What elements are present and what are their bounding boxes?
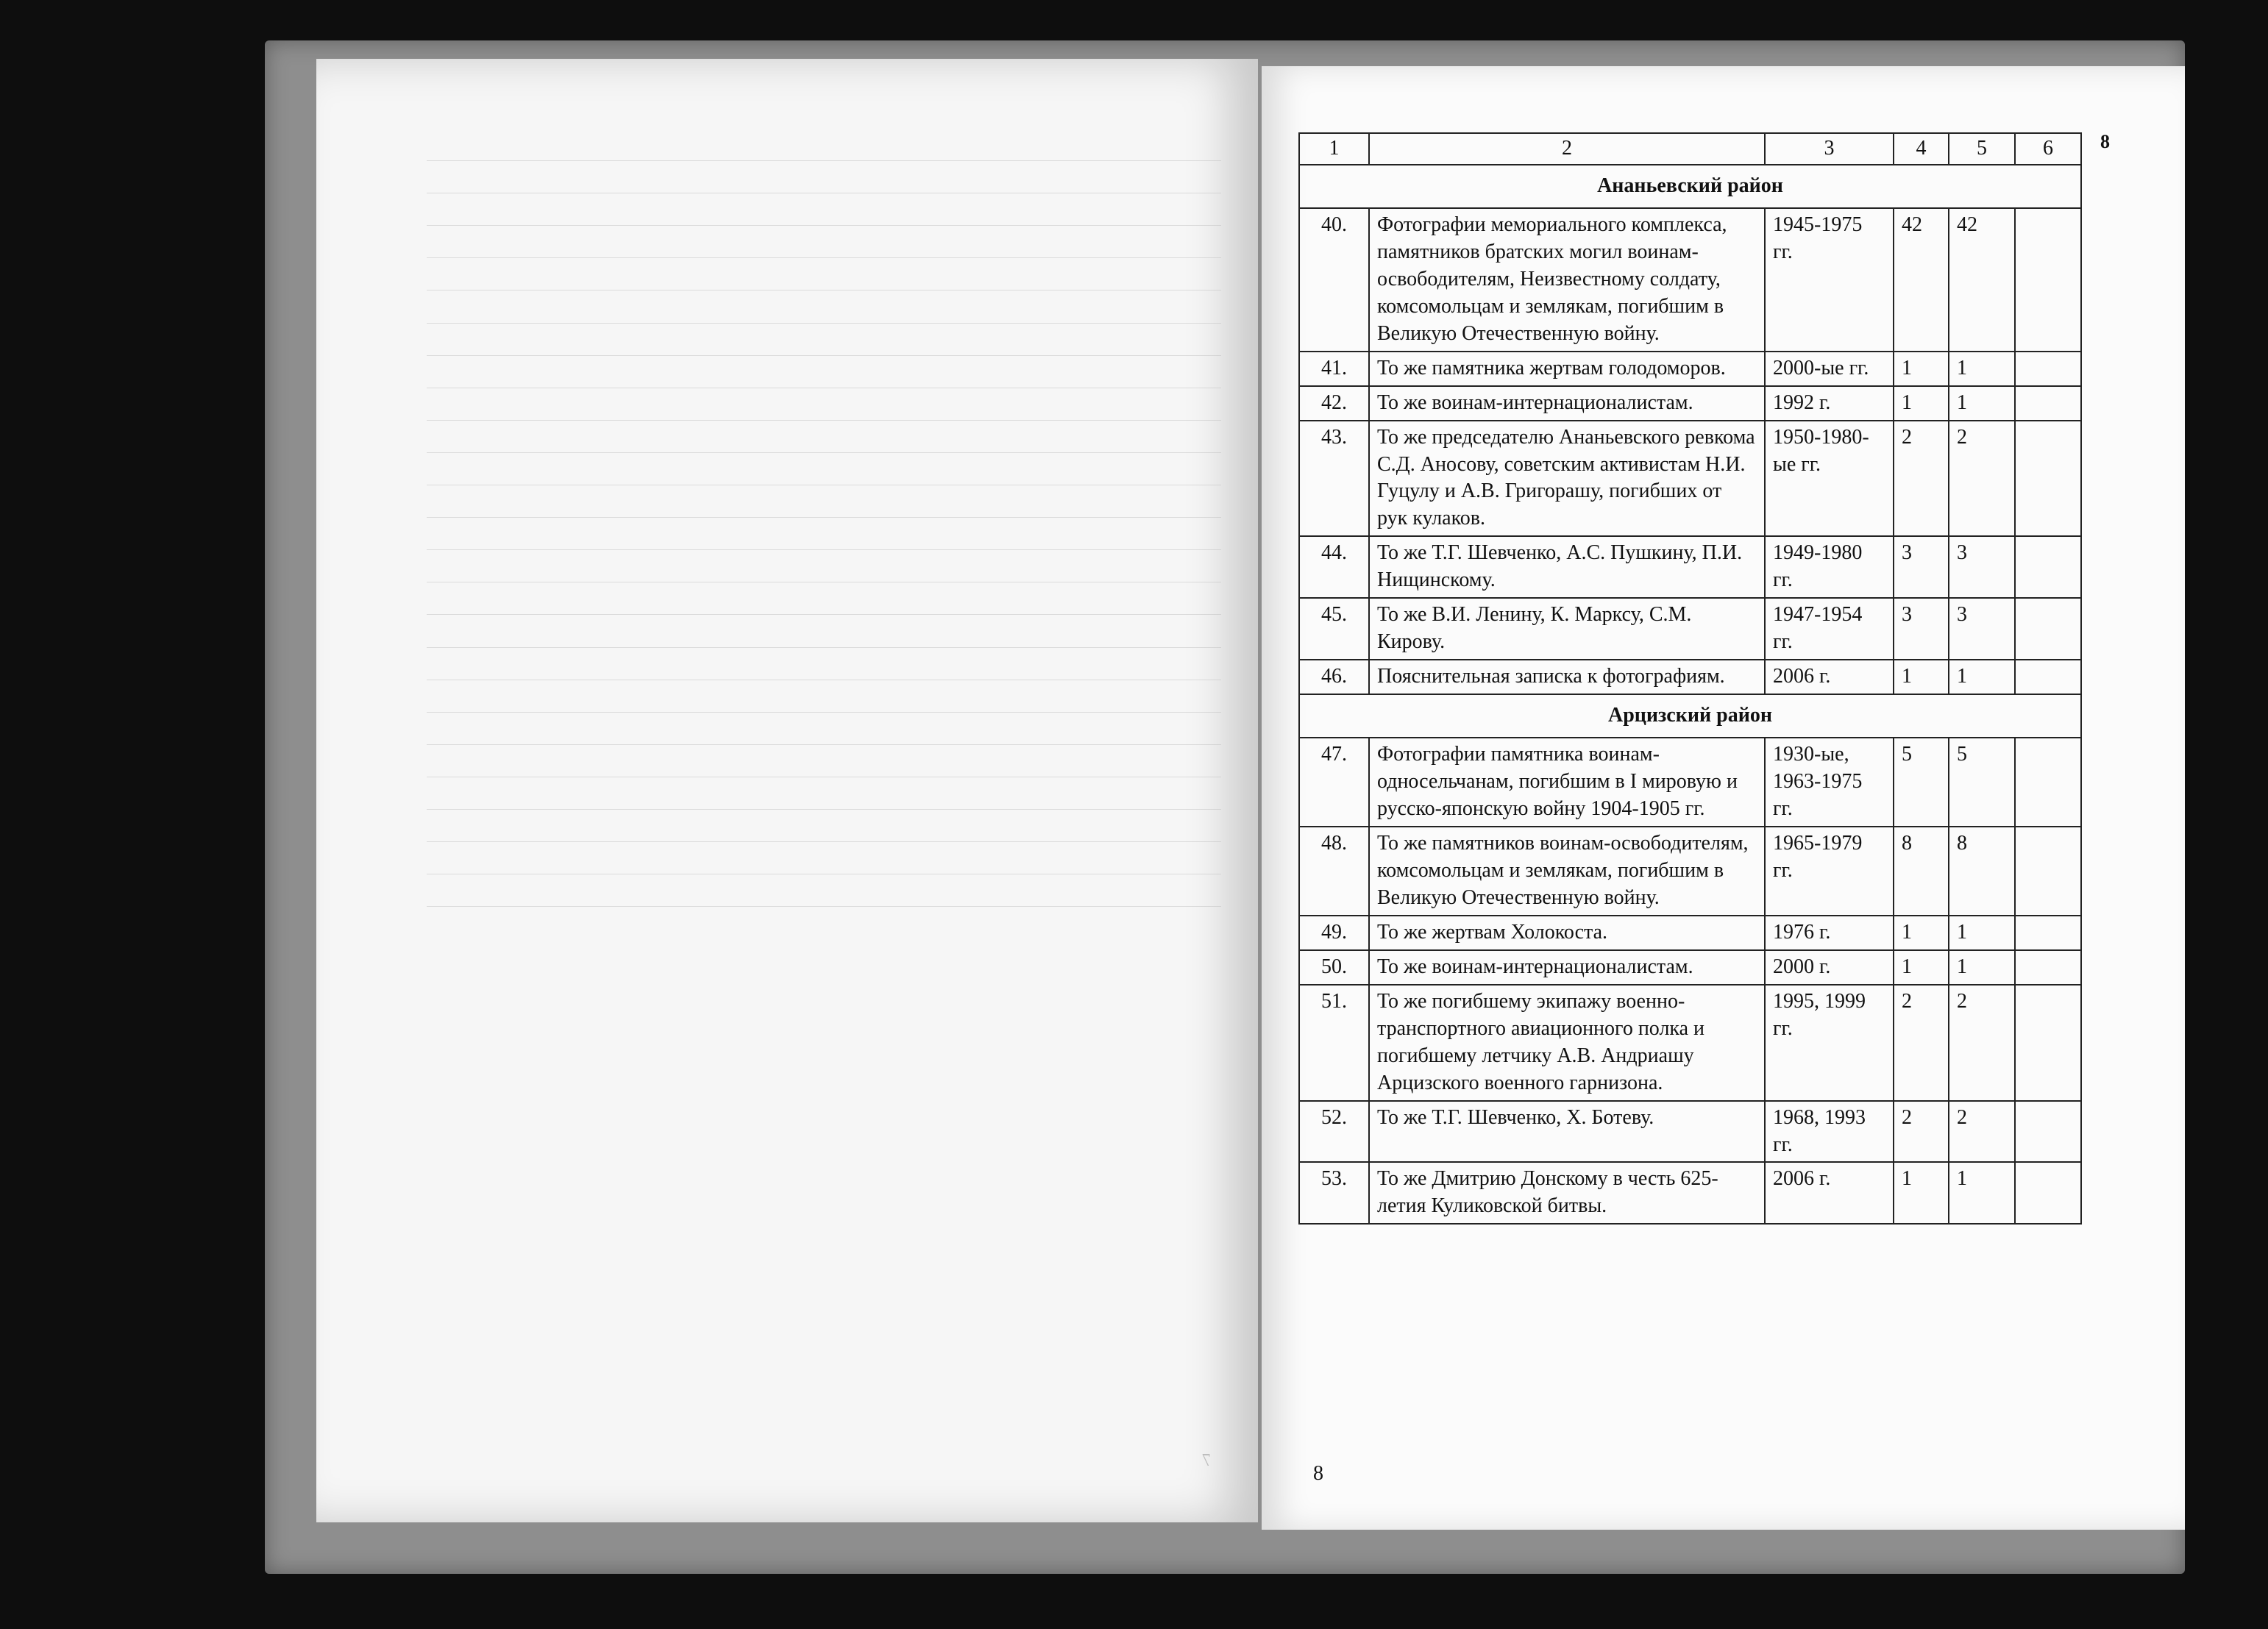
item-notes — [2015, 1162, 2081, 1224]
page-number-bottom: 8 — [1313, 1462, 1323, 1485]
header-cell: 6 — [2015, 133, 2081, 165]
item-description: То же памятника жертвам голодоморов. — [1369, 352, 1765, 386]
item-number: 45. — [1299, 598, 1369, 660]
item-count-total: 8 — [1949, 827, 2015, 916]
item-dates: 1949-1980 гг. — [1765, 536, 1894, 598]
item-number: 48. — [1299, 827, 1369, 916]
item-dates: 1945-1975 гг. — [1765, 208, 1894, 352]
item-number: 42. — [1299, 386, 1369, 421]
item-dates: 2000-ые гг. — [1765, 352, 1894, 386]
item-notes — [2015, 421, 2081, 537]
item-count-total: 1 — [1949, 386, 2015, 421]
table-row — [1299, 950, 2081, 985]
item-notes — [2015, 208, 2081, 352]
item-dates: 1968, 1993 гг. — [1765, 1101, 1894, 1163]
header-cell: 4 — [1894, 133, 1949, 165]
item-number: 50. — [1299, 950, 1369, 985]
item-number: 44. — [1299, 536, 1369, 598]
item-dates: 2006 г. — [1765, 1162, 1894, 1224]
section-row — [1299, 165, 2081, 208]
item-notes — [2015, 950, 2081, 985]
table-body — [1299, 165, 2081, 1224]
section-row — [1299, 694, 2081, 738]
item-notes — [2015, 386, 2081, 421]
header-cell: 3 — [1765, 133, 1894, 165]
item-count: 8 — [1894, 827, 1949, 916]
item-number: 46. — [1299, 660, 1369, 694]
item-notes — [2015, 916, 2081, 950]
item-count: 5 — [1894, 738, 1949, 827]
item-count-total: 1 — [1949, 950, 2015, 985]
table-row — [1299, 352, 2081, 386]
item-number: 52. — [1299, 1101, 1369, 1163]
item-description: То же жертвам Холокоста. — [1369, 916, 1765, 950]
item-count: 2 — [1894, 1101, 1949, 1163]
item-count: 1 — [1894, 916, 1949, 950]
inventory-table — [1298, 132, 2082, 1225]
item-dates: 1976 г. — [1765, 916, 1894, 950]
item-count-total: 42 — [1949, 208, 2015, 352]
page-number-top: 8 — [2100, 131, 2110, 152]
item-number: 40. — [1299, 208, 1369, 352]
item-description: То же Дмитрию Донскому в честь 625-летия Куликовской битвы. — [1369, 1162, 1765, 1224]
item-dates: 1995, 1999 гг. — [1765, 985, 1894, 1101]
item-count: 1 — [1894, 950, 1949, 985]
item-count-total: 3 — [1949, 598, 2015, 660]
item-count-total: 2 — [1949, 1101, 2015, 1163]
table-row — [1299, 386, 2081, 421]
item-notes — [2015, 985, 2081, 1101]
right-page — [1262, 66, 2185, 1530]
item-dates: 1992 г. — [1765, 386, 1894, 421]
header-cell: 2 — [1369, 133, 1765, 165]
table-header-row — [1299, 133, 2081, 165]
item-dates: 2006 г. — [1765, 660, 1894, 694]
item-count-total: 3 — [1949, 536, 2015, 598]
item-notes — [2015, 352, 2081, 386]
table-row — [1299, 421, 2081, 537]
item-count-total: 1 — [1949, 916, 2015, 950]
header-cell: 1 — [1299, 133, 1369, 165]
item-count-total: 1 — [1949, 1162, 2015, 1224]
table-row — [1299, 660, 2081, 694]
item-count: 42 — [1894, 208, 1949, 352]
item-notes — [2015, 660, 2081, 694]
item-dates: 1930-ые, 1963-1975 гг. — [1765, 738, 1894, 827]
item-count: 2 — [1894, 985, 1949, 1101]
item-count: 1 — [1894, 386, 1949, 421]
item-dates: 2000 г. — [1765, 950, 1894, 985]
item-count: 2 — [1894, 421, 1949, 537]
header-cell: 5 — [1949, 133, 2015, 165]
show-through-text — [427, 129, 1221, 907]
item-count: 1 — [1894, 352, 1949, 386]
item-dates: 1950-1980-ые гг. — [1765, 421, 1894, 537]
item-count-total: 2 — [1949, 985, 2015, 1101]
item-description: То же воинам-интернационалистам. — [1369, 386, 1765, 421]
item-dates: 1965-1979 гг. — [1765, 827, 1894, 916]
section-title: Ананьевский район — [1299, 165, 2081, 208]
item-number: 47. — [1299, 738, 1369, 827]
item-description: То же воинам-интернационалистам. — [1369, 950, 1765, 985]
item-count-total: 1 — [1949, 660, 2015, 694]
item-notes — [2015, 827, 2081, 916]
left-page-number: 7 — [1202, 1451, 1211, 1470]
item-description: То же В.И. Ленину, К. Марксу, С.М. Кирову. — [1369, 598, 1765, 660]
item-description: То же Т.Г. Шевченко, Х. Ботеву. — [1369, 1101, 1765, 1163]
table-row — [1299, 598, 2081, 660]
table-row — [1299, 1101, 2081, 1163]
item-description: Фотографии мемориального комплекса, памятников братских могил воинам-освободителям, Неизвестному солдату, комсомольцам и землякам, погибшим в Великую Отечественную войну. — [1369, 208, 1765, 352]
item-number: 51. — [1299, 985, 1369, 1101]
item-description: Фотографии памятника воинам-односельчанам, погибшим в I мировую и русско-японскую войну 1904-1905 гг. — [1369, 738, 1765, 827]
item-notes — [2015, 1101, 2081, 1163]
item-number: 43. — [1299, 421, 1369, 537]
item-count: 1 — [1894, 1162, 1949, 1224]
table-row — [1299, 208, 2081, 352]
item-notes — [2015, 738, 2081, 827]
item-notes — [2015, 598, 2081, 660]
item-dates: 1947-1954 гг. — [1765, 598, 1894, 660]
item-description: То же Т.Г. Шевченко, А.С. Пушкину, П.И. Нищинскому. — [1369, 536, 1765, 598]
table-row — [1299, 536, 2081, 598]
item-count: 3 — [1894, 536, 1949, 598]
item-notes — [2015, 536, 2081, 598]
section-title: Арцизский район — [1299, 694, 2081, 738]
item-count-total: 2 — [1949, 421, 2015, 537]
table-row — [1299, 1162, 2081, 1224]
item-number: 53. — [1299, 1162, 1369, 1224]
item-number: 41. — [1299, 352, 1369, 386]
item-description: То же памятников воинам-освободителям, комсомольцам и землякам, погибшим в Великую Отечественную войну. — [1369, 827, 1765, 916]
table-row — [1299, 985, 2081, 1101]
left-page — [316, 59, 1258, 1522]
table-row — [1299, 827, 2081, 916]
table-row — [1299, 916, 2081, 950]
item-count: 3 — [1894, 598, 1949, 660]
item-number: 49. — [1299, 916, 1369, 950]
item-description: То же председателю Ананьевского ревкома С.Д. Аносову, советским активистам Н.И. Гуцулу и А.В. Григорашу, погибших от рук кулаков. — [1369, 421, 1765, 537]
item-description: То же погибшему экипажу военно-транспортного авиационного полка и погибшему летчику А.В. Андриашу Арцизского военного гарнизона. — [1369, 985, 1765, 1101]
table-row — [1299, 738, 2081, 827]
item-count-total: 1 — [1949, 352, 2015, 386]
item-description: Пояснительная записка к фотографиям. — [1369, 660, 1765, 694]
item-count-total: 5 — [1949, 738, 2015, 827]
item-count: 1 — [1894, 660, 1949, 694]
